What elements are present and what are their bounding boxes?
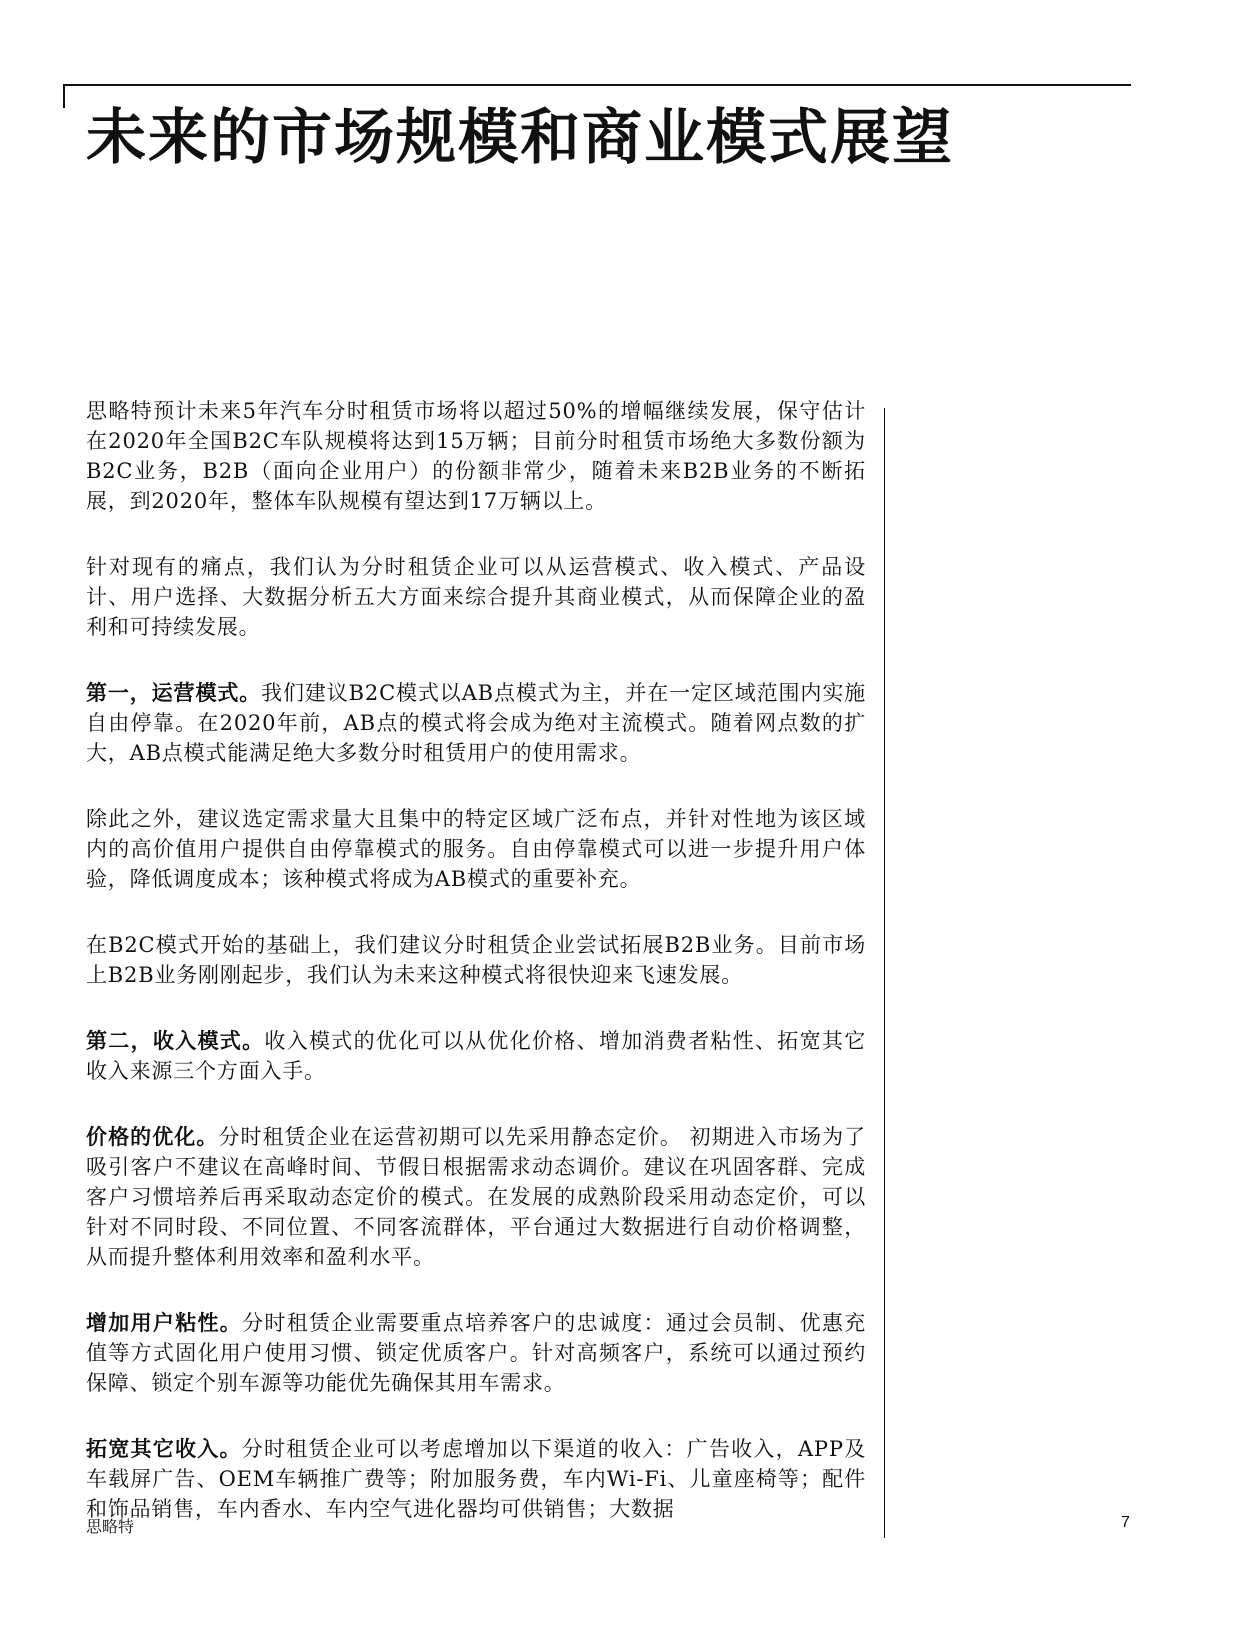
top-corner-tick xyxy=(63,84,65,108)
paragraph xyxy=(86,1434,866,1524)
paragraph xyxy=(86,678,866,768)
paragraph-text: 针对现有的痛点，我们认为分时租赁企业可以从运营模式、收入模式、产品设计、用户选择、大数据分析五大方面来综合提升其商业模式，从而保障企业的盈利和可持续发展。 xyxy=(86,555,866,639)
paragraph xyxy=(86,396,866,516)
paragraph xyxy=(86,930,866,990)
paragraph-text: 分时租赁企业需要重点培养客户的忠诚度：通过会员制、优惠充值等方式固化用户使用习惯、锁定优质客户。针对高频客户，系统可以通过预约保障、锁定个别车源等功能优先确保其用车需求。 xyxy=(86,1311,866,1395)
paragraph xyxy=(86,804,866,894)
column-divider xyxy=(884,408,885,1538)
paragraph-text: 在B2C模式开始的基础上，我们建议分时租赁企业尝试拓展B2B业务。目前市场上B2B业务刚刚起步，我们认为未来这种模式将很快迎来飞速发展。 xyxy=(86,933,866,987)
paragraph-lead: 增加用户粘性。 xyxy=(86,1310,243,1335)
paragraph xyxy=(86,552,866,642)
paragraph-text: 分时租赁企业可以考虑增加以下渠道的收入：广告收入，APP及车载屏广告、OEM车辆推广费等；附加服务费，车内Wi-Fi、儿童座椅等；配件和饰品销售，车内香水、车内空气进化器均可供销售；大数据 xyxy=(86,1437,866,1521)
paragraph xyxy=(86,1308,866,1398)
paragraph-lead: 第一，运营模式。 xyxy=(86,680,262,705)
paragraph-text: 收入模式的优化可以从优化价格、增加消费者粘性、拓宽其它收入来源三个方面入手。 xyxy=(86,1029,866,1083)
paragraph-lead: 价格的优化。 xyxy=(86,1124,219,1149)
paragraph-lead: 拓宽其它收入。 xyxy=(86,1436,242,1461)
footer-brand: 思略特 xyxy=(86,1519,135,1536)
paragraph xyxy=(86,1026,866,1086)
top-rule xyxy=(63,84,1131,86)
paragraph-text: 分时租赁企业在运营初期可以先采用静态定价。 初期进入市场为了吸引客户不建议在高峰时间、节假日根据需求动态调价。建议在巩固客群、完成客户习惯培养后再采取动态定价的模式。在发展的成熟阶段采用动态定价，可以针对不同时段、不同位置、不同客流群体，平台通过大数据进行自动价格调整，从而提升整体利用效率和盈利水平。 xyxy=(86,1125,866,1269)
paragraph xyxy=(86,1122,866,1272)
body-text xyxy=(86,396,866,1560)
paragraph-text: 思略特预计未来5年汽车分时租赁市场将以超过50%的增幅继续发展，保守估计在2020年全国B2C车队规模将达到15万辆；目前分时租赁市场绝大多数份额为B2C业务，B2B（面向企业用户）的份额非常少，随着未来B2B业务的不断拓展，到2020年，整体车队规模有望达到17万辆以上。 xyxy=(86,399,866,513)
page-number: 7 xyxy=(1121,1514,1130,1531)
paragraph-text: 我们建议B2C模式以AB点模式为主，并在一定区域范围内实施自由停靠。在2020年前，AB点的模式将会成为绝对主流模式。随着网点数的扩大，AB点模式能满足绝大多数分时租赁用户的使用需求。 xyxy=(86,681,867,765)
page-title: 未来的市场规模和商业模式展望 xyxy=(86,103,954,173)
paragraph-lead: 第二，收入模式。 xyxy=(86,1028,265,1053)
paragraph-text: 除此之外，建议选定需求量大且集中的特定区域广泛布点，并针对性地为该区域内的高价值用户提供自由停靠模式的服务。自由停靠模式可以进一步提升用户体验，降低调度成本；该种模式将成为AB模式的重要补充。 xyxy=(86,807,866,891)
